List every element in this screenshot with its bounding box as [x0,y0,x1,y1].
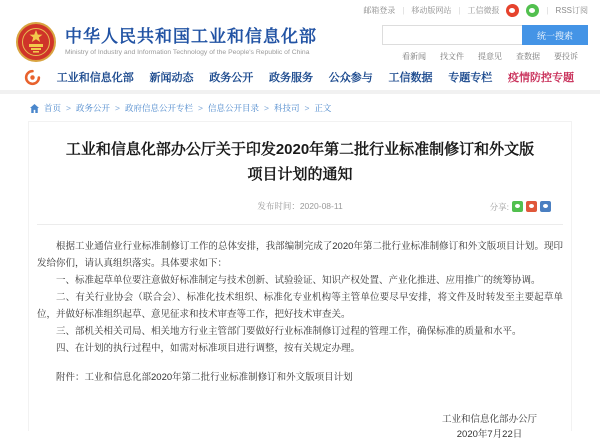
breadcrumb-separator: > [304,103,310,113]
signature-office: 工业和信息化部办公厅 [441,413,537,425]
brand [16,20,317,64]
breadcrumb-gov-disclosure[interactable]: 政务公开 [75,103,110,113]
breadcrumb-info-column[interactable]: 政府信息公开专栏 [124,103,193,113]
publish-time-value: 2020-08-11 [299,200,343,211]
topbar-separator: | [458,5,461,15]
search-area [382,20,588,64]
topbar-separator: | [546,5,549,15]
wechat-share-icon[interactable] [512,201,523,212]
article-body [35,238,565,386]
qq-share-icon[interactable] [540,201,551,212]
attachment-line: 附件：工业和信息化部2020年第二批行业标准制修订和外文版项目计划 [56,371,353,383]
quick-links [382,51,588,62]
title-divider [37,224,563,225]
nav-item-special-topics[interactable]: 专题专栏 [448,72,493,84]
nav-item-home[interactable]: 工业和信息化部 [56,72,134,84]
quick-link-data[interactable]: 查数据 [516,52,540,61]
share-bar [490,201,551,213]
article-paragraph: 四、在计划的执行过程中，如需对标准项目进行调整，按有关规定办理。 [56,342,361,354]
article [28,121,572,440]
article-paragraph: 根据工业通信业行业标准制修订工作的总体安排，我部编制完成了2020年第二批行业标准制修订和外文版项目计划。现印发给你们，请认真组织落实。具体要求如下： [37,240,563,269]
nav-item-gov-disclosure[interactable]: 政务公开 [209,72,254,84]
breadcrumb [0,94,600,121]
nav-item-news[interactable]: 新闻动态 [149,72,194,84]
top-utility-bar [0,0,600,20]
breadcrumb-home[interactable]: 首页 [44,103,62,113]
nav-logo-icon [24,69,41,86]
national-emblem-icon [16,22,56,62]
quick-link-feedback[interactable]: 提意见 [478,52,502,61]
mobile-site-link[interactable]: 移动版网站 [411,5,452,15]
nav-item-gov-services[interactable]: 政务服务 [269,72,313,84]
search-button[interactable]: 统一搜索 [522,25,588,45]
nav-item-epidemic-topic[interactable]: 疫情防控专题 [508,72,574,84]
rss-link[interactable]: RSS订阅 [555,5,588,15]
quick-link-news[interactable]: 看新闻 [402,52,426,61]
weibo-icon[interactable] [506,4,519,17]
share-label: 分享: [489,201,509,212]
article-paragraph: 二、有关行业协会（联合会）、标准化技术组织、标准化专业机构等主管单位要尽早安排，将文件及时转发至主要起草单位，并做好标准组织起草、意见征求和技术审查等工作，把好技术审查关。 [37,291,563,320]
article-paragraph: 三、部机关相关司局、相关地方行业主管部门要做好行业标准制修订过程的管理工作，确保标准的质量和水平。 [56,325,522,337]
home-icon [30,104,39,113]
article-meta [35,200,565,215]
topbar-separator: | [402,5,405,15]
brand-text [65,28,317,57]
site-subtitle-en: Ministry of Industry and Information Technology of the People's Republic of China [65,49,310,57]
breadcrumb-info-catalog[interactable]: 信息公开目录 [207,103,259,113]
signature-block [442,412,537,442]
search-input[interactable] [382,25,522,45]
weibo-share-icon[interactable] [526,201,537,212]
signature-date: 2020年7月22日 [456,428,523,440]
article-title: 工业和信息化部办公厅关于印发2020年第二批行业标准制修订和外文版项目计划的通知 [65,141,535,183]
breadcrumb-sci-tech-dept[interactable]: 科技司 [273,103,300,113]
mail-login-link[interactable]: 邮箱登录 [363,5,396,15]
quick-link-complaint[interactable]: 要投诉 [554,52,578,61]
site-header [0,20,600,64]
wechat-icon[interactable] [526,4,539,17]
breadcrumb-separator: > [263,103,269,113]
nav-item-miit-data[interactable]: 工信数据 [388,72,433,84]
breadcrumb-separator: > [197,103,203,113]
breadcrumb-current-page: 正文 [314,103,332,113]
quick-link-files[interactable]: 找文件 [440,52,464,61]
publish-time [35,200,565,212]
breadcrumb-separator: > [66,103,71,113]
main-nav [0,64,600,94]
site-title: 中华人民共和国工业和信息化部 [65,26,317,46]
breadcrumb-separator: > [115,103,120,113]
nav-item-public-participation[interactable]: 公众参与 [328,72,373,84]
wechat-account-link[interactable]: 工信微报 [467,5,500,15]
article-paragraph: 一、标准起草单位要注意做好标准制定与技术创新、试验验证、知识产权处置、产业化推进、应用推广的统筹协调。 [56,274,541,286]
publish-time-label: 发布时间： [257,200,300,211]
